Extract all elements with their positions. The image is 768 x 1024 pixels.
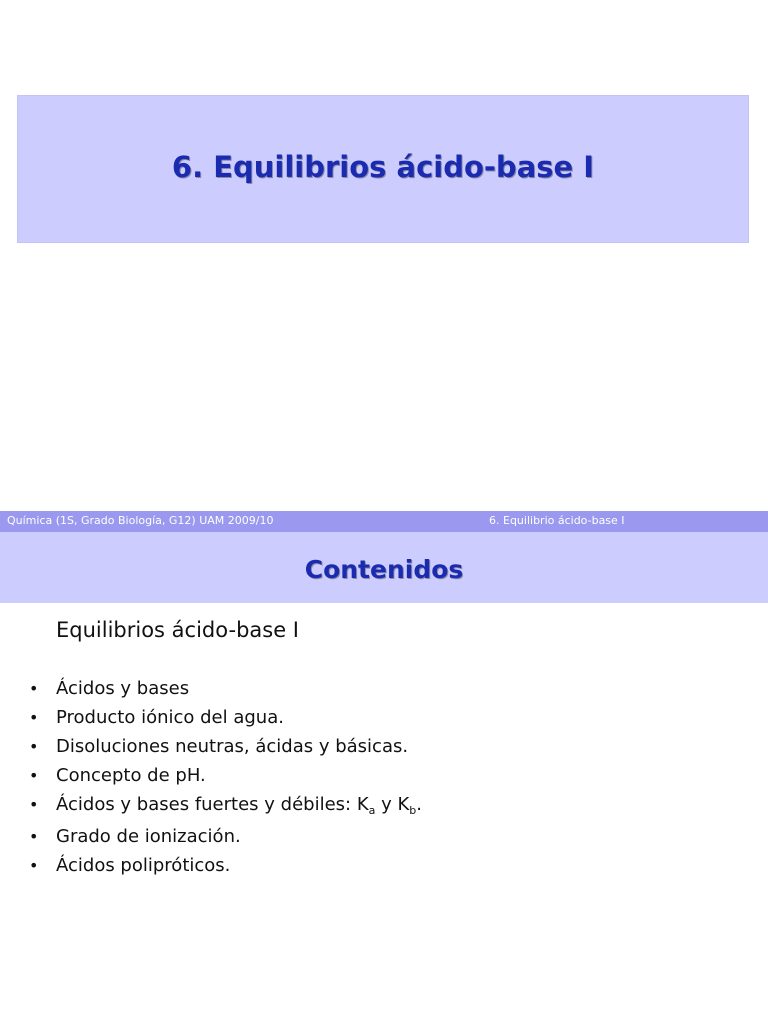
constants-middle: y — [375, 794, 398, 815]
bullet-icon: • — [29, 827, 39, 846]
bullet-icon: • — [29, 679, 39, 698]
bullet-icon: • — [29, 856, 39, 875]
kb-subscript: b — [409, 804, 417, 817]
slide2-title-box — [0, 532, 768, 603]
list-item-text: Ácidos polipróticos. — [56, 855, 231, 876]
slide1-title-box — [17, 95, 749, 243]
list-item-text: Concepto de pH. — [56, 765, 206, 786]
constants-suffix: . — [416, 794, 423, 815]
header-course-info: Química (1S, Grado Biología, G12) UAM 2009/10 — [7, 514, 274, 527]
slide1-title: 6. Equilibrios ácido-base I — [171, 150, 595, 184]
contents-subtitle: Equilibrios ácido-base I — [56, 618, 299, 642]
list-item-text — [56, 793, 422, 823]
slide2-header-bar — [0, 511, 768, 532]
slide2-title: Contenidos — [304, 555, 464, 584]
list-item-text: Disoluciones neutras, ácidas y básicas. — [56, 736, 409, 757]
ka-symbol: K — [356, 794, 369, 815]
list-item-text: Grado de ionización. — [56, 826, 241, 847]
bullet-icon: • — [29, 708, 39, 727]
constants-prefix: Ácidos y bases fuertes y débiles: — [56, 794, 357, 815]
bullet-icon: • — [29, 766, 39, 785]
bullet-icon: • — [29, 795, 39, 814]
kb-symbol: K — [397, 794, 410, 815]
ka-subscript: a — [368, 804, 376, 817]
bullet-icon: • — [29, 737, 39, 756]
header-topic: 6. Equilibrio ácido-base I — [489, 514, 625, 527]
list-item-text: Ácidos y bases — [56, 678, 190, 699]
list-item-text: Producto iónico del agua. — [56, 707, 284, 728]
